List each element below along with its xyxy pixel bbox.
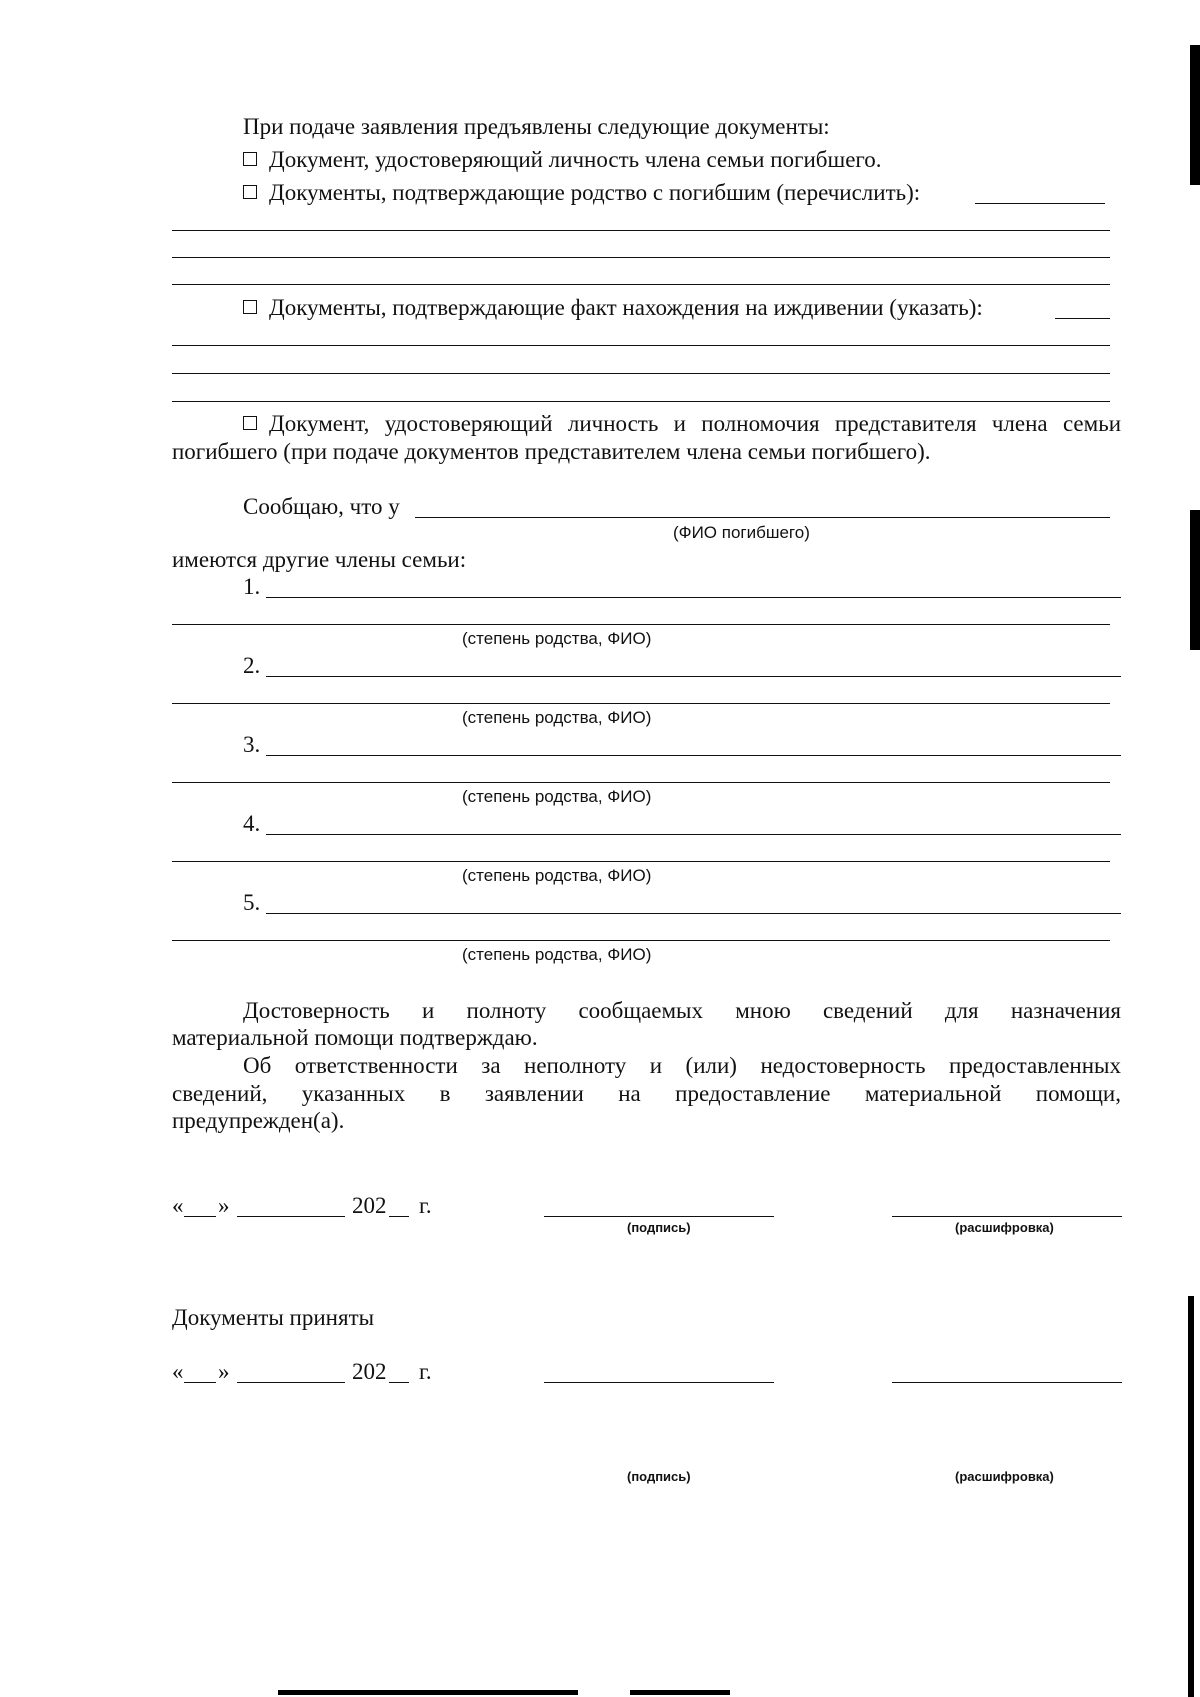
doc-item-4: [243, 410, 1121, 437]
confirm-p2-line3: предупрежден(а).: [172, 1108, 345, 1133]
doc-item-1: [243, 146, 882, 173]
doc-item-1-label: Документ, удостоверяющий личность члена семьи погибшего.: [269, 147, 882, 172]
signature-caption: (подпись): [627, 1220, 691, 1235]
date-year-suffix: г.: [419, 1193, 432, 1218]
deceased-name-caption: (ФИО погибшего): [673, 523, 810, 542]
member-1-field-line-2[interactable]: [172, 624, 1110, 625]
confirm-p1-line2: материальной помощи подтверждаю.: [172, 1025, 538, 1050]
accepted-month-field[interactable]: [237, 1382, 345, 1383]
signature-field[interactable]: [544, 1216, 774, 1217]
deceased-name-field[interactable]: [415, 517, 1110, 518]
member-3-caption: (степень родства, ФИО): [462, 787, 652, 806]
date-month-field[interactable]: [237, 1216, 345, 1217]
member-2-field-line-1[interactable]: [266, 676, 1121, 677]
doc-item-3-label: Документы, подтверждающие факт нахождения на иждивении (указать):: [269, 295, 983, 320]
scan-edge-mark-1: [1190, 45, 1200, 185]
accepted-close-quote: »: [218, 1359, 230, 1384]
accepted-signature-caption: (подпись): [627, 1469, 691, 1484]
report-prefix: Сообщаю, что у: [243, 494, 400, 519]
member-2-number: 2.: [243, 653, 261, 678]
accepted-title: Документы приняты: [172, 1305, 375, 1330]
doc-3-field-line-1[interactable]: [172, 345, 1110, 346]
doc-item-2-label: Документы, подтверждающие родство с погибшим (перечислить):: [269, 180, 921, 205]
accepted-decode-caption: (расшифровка): [955, 1469, 1054, 1484]
member-5-number: 5.: [243, 890, 261, 915]
date-close-quote: »: [218, 1193, 230, 1218]
accepted-year-field[interactable]: [389, 1382, 409, 1383]
member-2-field-line-2[interactable]: [172, 703, 1110, 704]
member-3-number: 3.: [243, 732, 261, 757]
member-3-field-line-2[interactable]: [172, 782, 1110, 783]
member-5-caption: (степень родства, ФИО): [462, 945, 652, 964]
member-2-caption: (степень родства, ФИО): [462, 708, 652, 727]
scan-bottom-mark-2: [630, 1690, 730, 1695]
doc-item-4-label: Документ, удостоверяющий личность и полномочия представителя члена семьи: [269, 411, 1121, 436]
confirm-p2-line2: сведений, указанных в заявлении на предоставление материальной помощи,: [172, 1081, 1121, 1106]
doc-2-field-line-1[interactable]: [172, 230, 1110, 231]
confirm-p1-line1: Достоверность и полноту сообщаемых мною сведений для назначения: [243, 998, 1121, 1023]
accepted-day-field[interactable]: [184, 1382, 216, 1383]
doc-2-inline-field[interactable]: [975, 203, 1105, 204]
doc-3-field-line-2[interactable]: [172, 373, 1110, 374]
doc-3-field-line-3[interactable]: [172, 401, 1110, 402]
member-1-caption: (степень родства, ФИО): [462, 629, 652, 648]
doc-3-inline-field[interactable]: [1055, 318, 1110, 319]
checkbox-doc-2[interactable]: [243, 185, 257, 199]
accepted-signature-field[interactable]: [544, 1382, 774, 1383]
checkbox-doc-3[interactable]: [243, 300, 257, 314]
accepted-open-quote: «: [172, 1359, 184, 1384]
accepted-year-prefix: 202: [352, 1359, 387, 1384]
member-4-field-line-1[interactable]: [266, 834, 1121, 835]
member-4-number: 4.: [243, 811, 261, 836]
scan-edge-mark-3: [1188, 1296, 1194, 1697]
date-year-field[interactable]: [389, 1216, 409, 1217]
doc-2-field-line-2[interactable]: [172, 257, 1110, 258]
member-4-caption: (степень родства, ФИО): [462, 866, 652, 885]
checkbox-doc-1[interactable]: [243, 152, 257, 166]
accepted-decode-field[interactable]: [892, 1382, 1122, 1383]
member-4-field-line-2[interactable]: [172, 861, 1110, 862]
member-1-number: 1.: [243, 574, 261, 599]
date-day-field[interactable]: [184, 1216, 216, 1217]
scan-edge-mark-2: [1190, 510, 1200, 650]
decode-caption: (расшифровка): [955, 1220, 1054, 1235]
accepted-year-suffix: г.: [419, 1359, 432, 1384]
scan-bottom-mark: [278, 1690, 578, 1695]
doc-item-3: [243, 294, 983, 321]
member-5-field-line-1[interactable]: [266, 913, 1121, 914]
checkbox-doc-4[interactable]: [243, 416, 257, 430]
doc-item-2: [243, 179, 920, 206]
member-3-field-line-1[interactable]: [266, 755, 1121, 756]
date-year-prefix: 202: [352, 1193, 387, 1218]
member-1-field-line-1[interactable]: [266, 597, 1121, 598]
member-5-field-line-2[interactable]: [172, 940, 1110, 941]
members-intro: имеются другие члены семьи:: [172, 547, 467, 572]
decode-field[interactable]: [892, 1216, 1122, 1217]
documents-intro: При подаче заявления предъявлены следующие документы:: [243, 114, 830, 139]
doc-item-4-cont: погибшего (при подаче документов представителем члена семьи погибшего).: [172, 439, 931, 464]
confirm-p2-line1: Об ответственности за неполноту и (или) недостоверность предоставленных: [243, 1053, 1121, 1078]
date-open-quote: «: [172, 1193, 184, 1218]
doc-2-field-line-3[interactable]: [172, 284, 1110, 285]
